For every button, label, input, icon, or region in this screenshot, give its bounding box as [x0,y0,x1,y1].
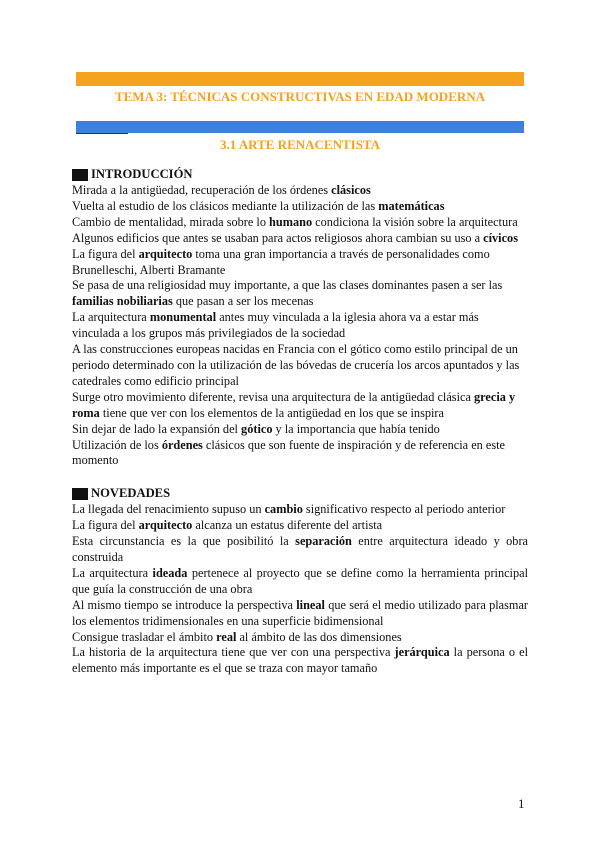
text-run: pertenece al proyecto que se define como la herramienta principal que guía la construcción de una obra [72,565,528,596]
paragraph [72,518,528,534]
text-run: Algunos edificios que antes se usaban para actos religiosos ahora cambian su uso a [72,230,484,245]
bold-term: monumental [149,310,217,325]
text-run: La llegada del renacimiento supuso un [72,502,265,517]
section-novedades [72,485,528,677]
text-run: clásicos que son fuente de inspiración y de referencia en este momento [72,437,505,468]
section-introduccion [72,166,528,469]
text-run: La figura del [72,246,139,261]
bold-term: gótico [241,421,273,436]
paragraph [72,310,528,342]
bold-term: grecia y roma [72,389,516,420]
bold-term: arquitecto [138,246,193,261]
bold-term: clásicos [331,183,371,197]
text-run: Surge otro movimiento diferente, revisa una arquitectura de la antigüedad clásica [72,389,475,404]
paragraph [72,630,528,646]
paragraph-list [72,183,528,469]
bold-term: familias nobiliarias [72,294,173,309]
square-bullet-icon [72,488,88,500]
text-run: Esta circunstancia es la que posibilitó la [72,534,296,549]
bold-term: cívicos [483,230,518,245]
text-run: La arquitectura [72,310,150,325]
document-body [72,166,528,677]
text-run: Consigue trasladar el ámbito [72,629,217,644]
bold-term: órdenes [161,437,203,452]
header-underline [76,133,128,134]
header-bar-orange [76,72,524,86]
text-run: que será el medio utilizado para plasmar los elementos tridimensionales en una superficie bidimensional [72,597,528,628]
section-heading: INTRODUCCIÓN [72,166,528,183]
text-run: Sin dejar de lado la expansión del [72,421,242,436]
paragraph [72,199,528,215]
text-run: La figura del [72,518,139,533]
text-run: Cambio de mentalidad, mirada sobre lo [72,214,270,229]
text-run: al ámbito de las dos dimensiones [236,629,402,644]
paragraph [72,422,528,438]
section-heading: NOVEDADES [72,485,528,502]
text-run: condiciona la visión sobre la arquitectura [312,214,518,229]
text-run: y la importancia que había tenido [272,421,440,436]
document-title: TEMA 3: TÉCNICAS CONSTRUCTIVAS EN EDAD MODERNA [114,89,486,104]
paragraph-list [72,502,528,677]
paragraph [72,215,528,231]
paragraph [72,598,528,630]
page-number: 1 [518,796,525,811]
text-run: A las construcciones europeas nacidas en Francia con el gótico como estilo principal de un periodo determinado con la utilización de las bóvedas de crucería los arcos apuntados y las catedrales como edificio principal [72,342,520,388]
paragraph [72,534,528,566]
bold-term: matemáticas [378,198,445,213]
text-run: alcanza un estatus diferente del artista [192,518,383,533]
paragraph [72,645,528,677]
text-run: significativo respecto al periodo anterior [302,502,506,517]
document-subtitle: 3.1 ARTE RENACENTISTA [219,137,381,152]
text-run: Vuelta al estudio de los clásicos mediante la utilización de las [72,198,379,213]
paragraph [72,502,528,518]
bold-term: cambio [264,502,303,517]
paragraph [72,566,528,598]
text-run: La arquitectura [72,565,153,580]
bold-term: real [216,629,237,644]
bold-term: lineal [296,597,325,612]
paragraph [72,231,528,247]
text-run: que pasan a ser los mecenas [172,294,314,309]
text-run: la persona o el elemento más importante es el que se traza con mayor tamaño [72,645,528,676]
paragraph [72,247,528,279]
text-run: Mirada a la antigüedad, recuperación de los órdenes [72,183,332,197]
paragraph [72,278,528,310]
text-run: entre arquitectura ideado y obra construida [72,534,528,565]
bold-term: arquitecto [138,518,193,533]
text-run: toma una gran importancia a través de personalidades como Brunelleschi, Alberti Bramante [72,246,490,277]
header-bar-blue [76,121,524,133]
bold-term: jerárquica [394,645,450,660]
text-run: Utilización de los [72,437,162,452]
bold-term: separación [295,534,352,549]
text-run: antes muy vinculada a la iglesia ahora va a estar más vinculada a los grupos más privilegiados de la sociedad [72,310,479,341]
paragraph [72,342,528,390]
paragraph [72,390,528,422]
bold-term: ideada [152,565,188,580]
square-bullet-icon [72,169,88,181]
text-run: Al mismo tiempo se introduce la perspectiva [72,597,297,612]
bold-term: humano [269,214,313,229]
text-run: Se pasa de una religiosidad muy importante, a que las clases dominantes pasen a ser las [72,278,503,293]
text-run: tiene que ver con los elementos de la antigüedad en los que se inspira [99,405,444,420]
text-run: La historia de la arquitectura tiene que ver con una perspectiva [72,645,395,660]
paragraph [72,183,528,199]
paragraph [72,438,528,470]
